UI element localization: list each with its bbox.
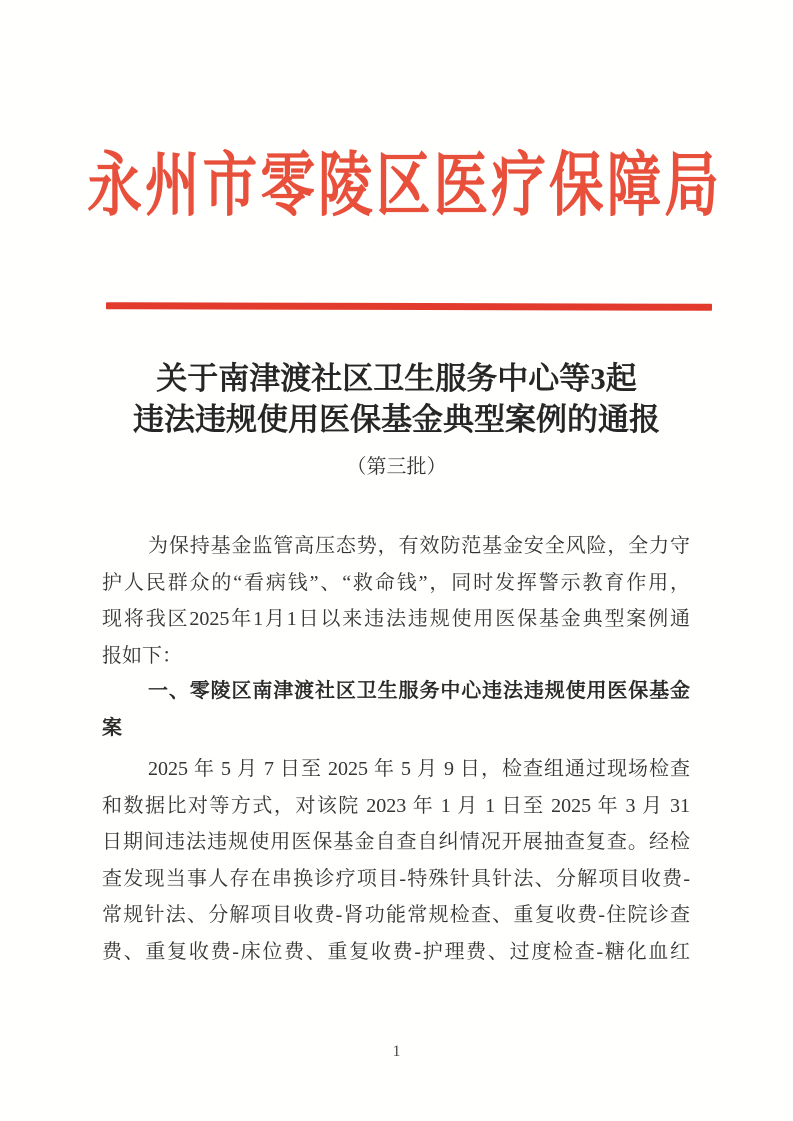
agency-letterhead: 永州市零陵区医疗保障局 [87, 148, 723, 225]
text-line: 和数据比对等方式，对该院 2023 年 1 月 1 日至 2025 年 3 月 31 [102, 794, 690, 817]
text-line: 费、重复收费-床位费、重复收费-护理费、过度检查-糖化血红 [102, 940, 690, 963]
title-line-2: 违法违规使用医保基金典型案例的通报 [133, 402, 660, 437]
case-1-paragraph [102, 751, 690, 970]
title-line-1: 关于南津渡社区卫生服务中心等3起 [156, 361, 637, 396]
batch-subtitle: （第三批） [346, 456, 447, 478]
page-number: 1 [392, 1043, 401, 1060]
intro-paragraph [102, 528, 690, 674]
text-line: 查发现当事人存在串换诊疗项目-特殊针具针法、分解项目收费- [102, 867, 690, 890]
text-line: 日期间违法违规使用医保基金自查自纠情况开展抽查复查。经检 [102, 831, 690, 853]
document-title [0, 358, 793, 440]
text-line: 2025 年 5 月 7 日至 2025 年 5 月 9 日，检查组通过现场检查 [148, 758, 690, 780]
text-line: 护人民群众的“看病钱”、“救命钱”，同时发挥警示教育作用， [102, 571, 690, 594]
section-1-heading [102, 673, 690, 746]
text-line: 常规针法、分解项目收费-肾功能常规检查、重复收费-住院诊查 [102, 904, 690, 926]
red-divider-rule [106, 302, 712, 311]
text-line: 报如下： [102, 644, 182, 667]
heading-line: 一、零陵区南津渡社区卫生服务中心违法违规使用医保基金 [148, 680, 690, 702]
heading-line: 案 [102, 716, 122, 739]
text-line: 为保持基金监管高压态势，有效防范基金安全风险，全力守 [148, 535, 690, 557]
text-line: 现将我区2025年1月1日以来违法违规使用医保基金典型案例通 [102, 608, 690, 630]
